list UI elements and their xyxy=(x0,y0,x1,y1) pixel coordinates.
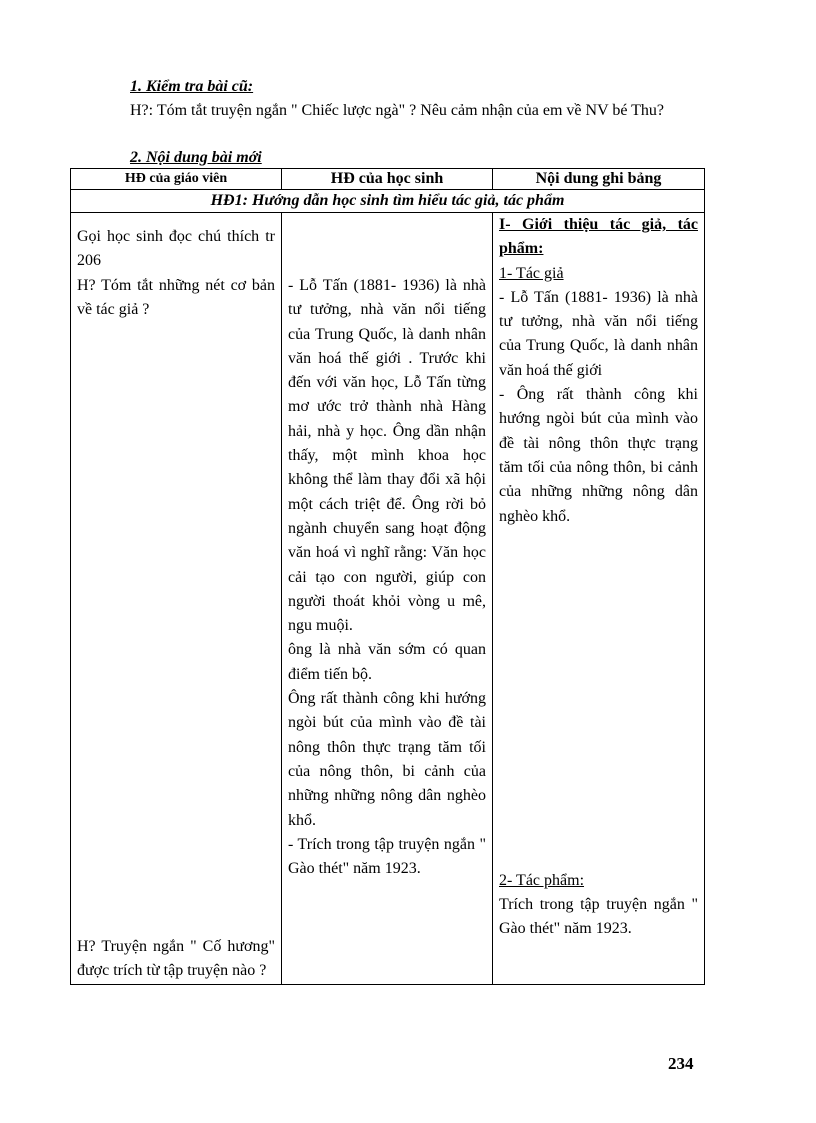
teacher-item: Gọi học sinh đọc chú thích tr 206 xyxy=(77,228,275,270)
board-subheading-work: 2- Tác phẩm: xyxy=(499,871,585,889)
lesson-table xyxy=(70,168,705,985)
review-question: H?: Tóm tắt truyện ngắn " Chiếc lược ngà" ? Nêu cảm nhận của em về NV bé Thu? xyxy=(130,102,665,119)
board-heading: I- Giới thiệu tác giả, tác phẩm: xyxy=(499,216,698,258)
teacher-item: H? Tóm tắt những nét cơ bản về tác giả ? xyxy=(77,276,275,318)
teacher-item: H? Truyện ngắn " Cố hương" được trích từ tập truyện nào ? xyxy=(77,938,275,980)
header-teacher: HĐ của giáo viên xyxy=(71,169,282,190)
section2-title: 2. Nội dung bài mới xyxy=(130,149,262,166)
section-row xyxy=(71,190,705,213)
student-item: - Trích trong tập truyện ngắn " Gào thét" năm 1923. xyxy=(288,835,486,878)
student-item: Ông rất thành công khi hướng ngòi bút của mình vào đề tài nông thôn thực trạng tăm tối của nông thôn, bi cảnh của những những nông dân nghèo khổ. xyxy=(288,690,486,829)
header-row xyxy=(71,169,705,190)
board-item: - Lỗ Tấn (1881- 1936) là nhà tư tưởng, nhà văn nổi tiếng của Trung Quốc, là danh nhân văn hoá thế giới xyxy=(499,288,698,379)
header-board: Nội dung ghi bảng xyxy=(493,169,705,190)
header-student: HĐ của học sinh xyxy=(282,169,493,190)
board-item: Trích trong tập truyện ngắn " Gào thét" năm 1923. xyxy=(499,896,698,938)
section1-title: 1. Kiểm tra bài cũ: xyxy=(130,78,254,95)
teacher-column xyxy=(71,213,282,985)
section-row-title: HĐ1: Hướng dẫn học sinh tìm hiểu tác giả, tác phẩm xyxy=(71,190,705,213)
board-item: - Ông rất thành công khi hướng ngòi bút của mình vào đề tài nông thôn thực trạng tăm tối của nông thôn, bi cảnh của những những nông dân nghèo khổ. xyxy=(499,386,698,525)
student-item: ông là nhà văn sớm có quan điểm tiến bộ. xyxy=(288,641,486,683)
content-row xyxy=(71,213,705,985)
student-item: - Lỗ Tấn (1881- 1936) là nhà tư tưởng, nhà văn nổi tiếng của Trung Quốc, là danh nhân văn hoá thế giới . Trước khi đến với văn học, Lỗ Tấn từng mơ ước trở thành nhà Hàng hải, nhà y học. Ông dần nhận thấy, một mình khoa học không thể làm thay đổi xã hội một cách triệt để. Ông rời bỏ ngành chuyển sang hoạt động văn hoá vì nghĩ rằng: Văn học cải tạo con người, giúp con người thoát khỏi vòng u mê, ngu muội. xyxy=(288,277,486,635)
board-subheading-author: 1- Tác giả xyxy=(499,264,564,282)
board-column xyxy=(493,213,705,985)
page-number: 234 xyxy=(668,1054,694,1073)
student-column xyxy=(282,213,493,985)
